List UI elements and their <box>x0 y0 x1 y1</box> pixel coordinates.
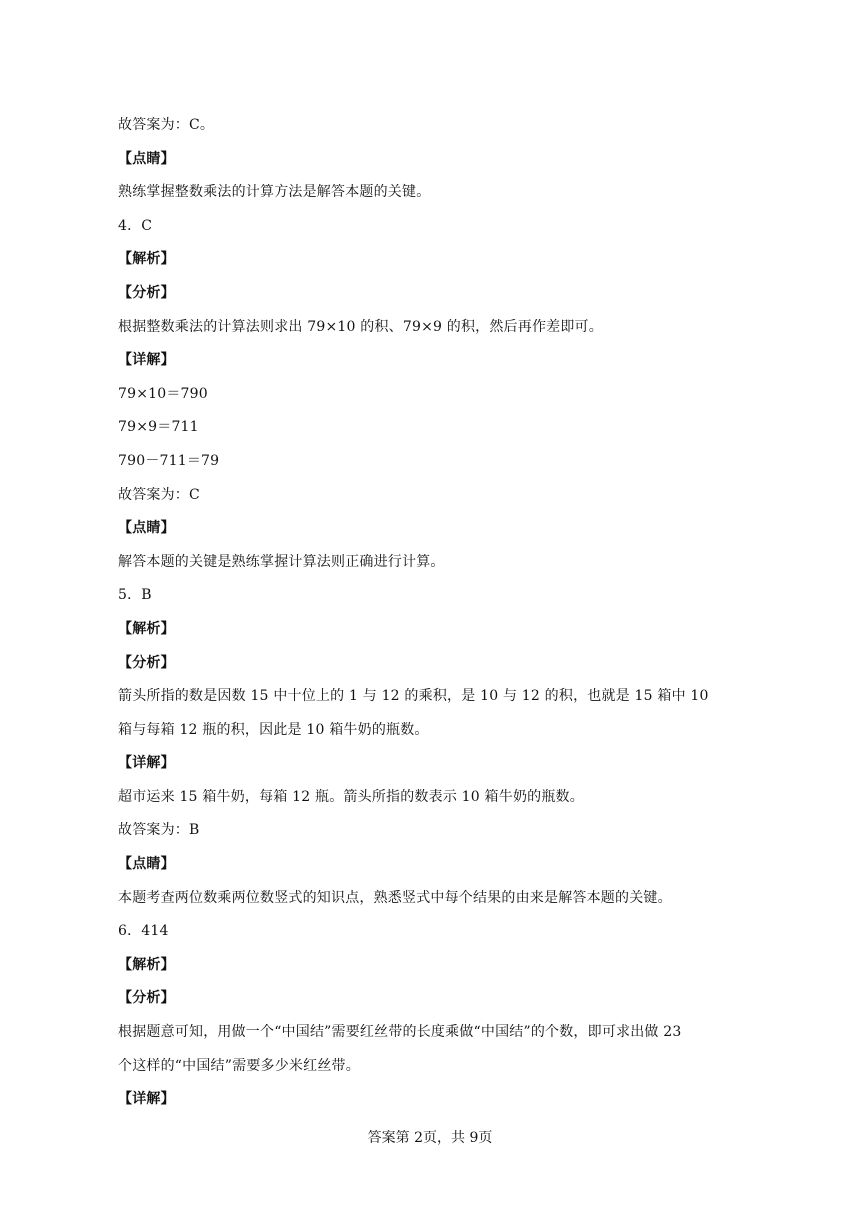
page-footer: 答案第 2页，共 9页 <box>367 1130 493 1146</box>
equation-line: 79×9＝711 <box>118 419 199 436</box>
section-heading: 【详解】 <box>118 755 175 772</box>
question-answer: 5．B <box>118 587 152 604</box>
text-line: 本题考查两位数乘两位数竖式的知识点，熟悉竖式中每个结果的由来是解答本题的关键。 <box>118 889 672 906</box>
text-line: 箭头所指的数是因数 15 中十位上的 1 与 12 的乘积，是 10 与 12 的积，也就是 15 箱中 10 <box>118 688 709 705</box>
text-line: 解答本题的关键是熟练掌握计算法则正确进行计算。 <box>118 553 445 570</box>
section-heading: 【详解】 <box>118 352 175 369</box>
section-heading: 【解析】 <box>118 251 175 268</box>
text-line: 故答案为：C。 <box>118 117 215 133</box>
equation-line: 790－711＝79 <box>118 452 220 469</box>
question-answer: 6．414 <box>118 923 169 940</box>
section-heading: 【详解】 <box>118 1091 175 1108</box>
text-line: 根据题意可知，用做一个“中国结”需要红丝带的长度乘做“中国结”的个数，即可求出做 23 <box>118 1024 682 1041</box>
text-line: 熟练掌握整数乘法的计算方法是解答本题的关键。 <box>118 184 431 201</box>
question-answer: 4．C <box>118 217 153 234</box>
answer-content <box>118 109 738 1117</box>
section-heading: 【分析】 <box>118 654 175 671</box>
section-heading: 【分析】 <box>118 284 175 301</box>
text-line: 故答案为：B <box>118 822 200 839</box>
text-line: 故答案为：C <box>118 486 200 503</box>
section-heading: 【分析】 <box>118 990 175 1007</box>
text-line: 个这样的“中国结”需要多少米红丝带。 <box>118 1057 360 1074</box>
section-heading: 【点睛】 <box>118 150 175 167</box>
section-heading: 【解析】 <box>118 956 175 973</box>
text-line: 箱与每箱 12 瓶的积，因此是 10 箱牛奶的瓶数。 <box>118 721 429 738</box>
equation-line: 79×10＝790 <box>118 385 208 402</box>
section-heading: 【点睛】 <box>118 520 175 537</box>
section-heading: 【点睛】 <box>118 856 175 873</box>
text-line: 根据整数乘法的计算法则求出 79×10 的积、79×9 的积，然后再作差即可。 <box>118 318 603 335</box>
section-heading: 【解析】 <box>118 620 175 637</box>
text-line: 超市运来 15 箱牛奶，每箱 12 瓶。箭头所指的数表示 10 箱牛奶的瓶数。 <box>118 788 584 805</box>
